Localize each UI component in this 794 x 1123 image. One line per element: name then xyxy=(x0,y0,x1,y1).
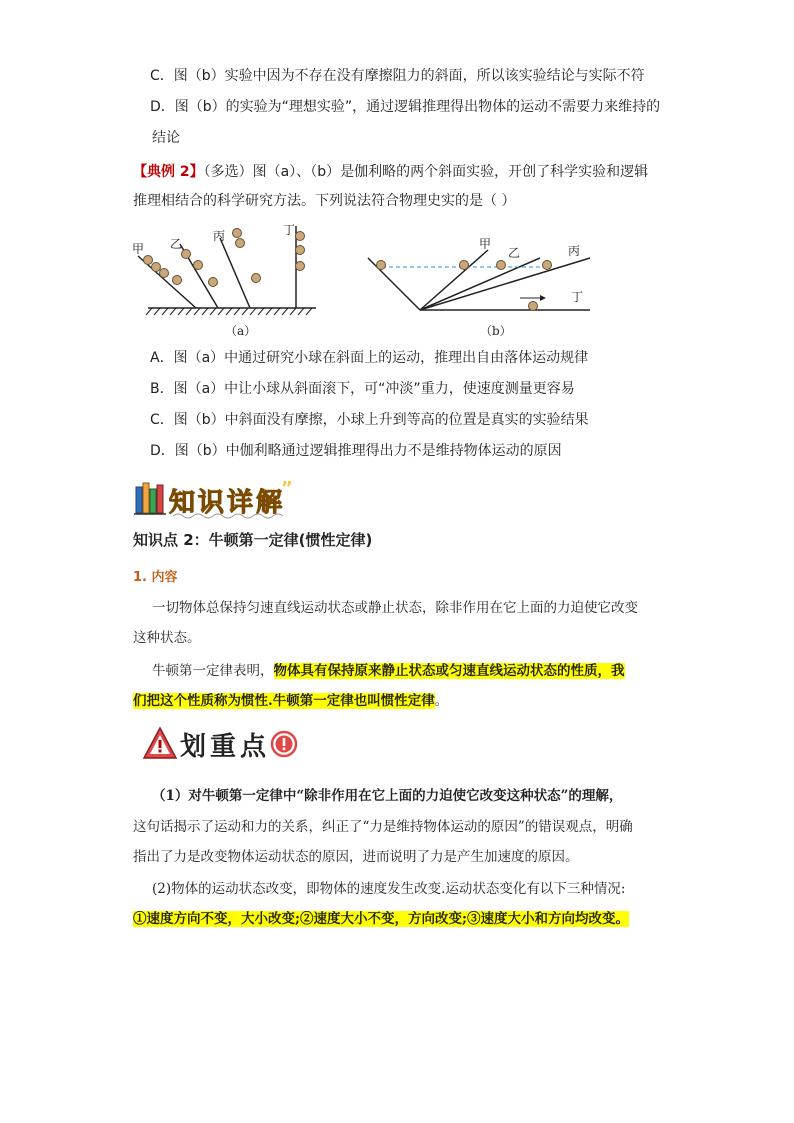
law-meaning-highlight-2: 们把这个性质称为惯性.牛顿第一定律也叫惯性定律 xyxy=(133,693,435,709)
wave-underline-icon xyxy=(173,512,283,520)
law-meaning-line1 xyxy=(152,661,625,681)
figure-a-label-ding: 丁 xyxy=(283,223,296,237)
figure-a-label-jia: 甲 xyxy=(132,242,145,256)
example2-option-d: D．图（b）中伽利略通过逻辑推理得出力不是维持物体运动的原因 xyxy=(150,443,562,459)
exclamation-circle-icon xyxy=(270,730,298,758)
example2-option-b: B．图（a）中让小球从斜面滚下，可“冲淡”重力，使速度测量更容易 xyxy=(150,381,575,397)
focus-point1-line2: 这句话揭示了运动和力的关系，纠正了“力是维持物体运动的原因”的错误观点，明确 xyxy=(133,819,633,835)
law-text-line2: 这种状态。 xyxy=(133,630,201,646)
law-meaning-line2 xyxy=(133,691,448,711)
figure-b-arrowhead xyxy=(540,295,546,301)
example2-line1 xyxy=(133,162,648,182)
books-icon xyxy=(133,481,167,515)
figure-b-label-jia: 甲 xyxy=(479,237,492,251)
figure-a-incline-bing xyxy=(220,238,250,308)
knowledge-point-title: 知识点 2：牛顿第一定律(惯性定律) xyxy=(133,531,373,549)
example2-stem-1: （多选）图（a）、（b）是伽利略的两个斜面实验，开创了科学实验和逻辑 xyxy=(203,164,649,180)
figure-a-ground-hatch xyxy=(146,308,312,315)
option-c-prev: C．图（b）实验中因为不存在没有摩擦阻力的斜面，所以该实验结论与实际不符 xyxy=(150,68,645,84)
figure-b-label-bing: 丙 xyxy=(568,244,581,258)
law-meaning-end: 。 xyxy=(434,693,449,709)
option-d-prev-line2: 结论 xyxy=(152,130,180,146)
focus-point1-line1: （1）对牛顿第一定律中“除非作用在它上面的力迫使它改变这种状态”的理解， xyxy=(152,788,623,804)
law-meaning-lead: 牛顿第一定律表明， xyxy=(152,663,274,679)
focus-point2: (2)物体的运动状态改变，即物体的速度发生改变.运动状态变化有以下三种情况: xyxy=(152,881,626,897)
figure-a-label-yi: 乙 xyxy=(170,237,183,251)
quote-icon: ” xyxy=(281,478,293,499)
warning-triangle-icon xyxy=(142,726,178,760)
example2-option-a: A．图（a）中通过研究小球在斜面上的运动，推理出自由落体运动规律 xyxy=(150,350,589,366)
figure-a-caption: （a） xyxy=(225,324,257,338)
focus-point3-highlight: ①速度方向不变，大小改变;②速度大小不变，方向改变;③速度大小和方向均改变。 xyxy=(133,911,629,927)
figure-a-label-bing: 丙 xyxy=(213,229,226,243)
law-text-line1: 一切物体总保持匀速直线运动状态或静止状态，除非作用在它上面的力迫使它改变 xyxy=(152,600,638,616)
focus-banner-title: 划重点 xyxy=(180,732,271,762)
figure-b-incline-yi xyxy=(420,258,540,310)
example2-option-c: C．图（b）中斜面没有摩擦，小球上升到等高的位置是真实的实验结果 xyxy=(150,412,589,428)
section-content-title: 1. 内容 xyxy=(133,570,178,585)
figure-b-caption: （b） xyxy=(480,324,512,338)
example2-line2: 推理相结合的科学研究方法。下列说法符合物理史实的是（ ） xyxy=(133,193,516,209)
figure-b-left-incline xyxy=(368,258,420,310)
focus-point1-line3: 指出了力是改变物体运动状态的原因，进而说明了力是产生加速度的原因。 xyxy=(133,849,579,865)
figure-b-incline-jia xyxy=(420,250,488,310)
figure-b-balls xyxy=(377,261,552,311)
focus-point3 xyxy=(133,909,629,929)
figure-b-label-ding: 丁 xyxy=(571,290,584,304)
law-meaning-highlight-1: 物体具有保持原来静止状态或匀速直线运动状态的性质，我 xyxy=(273,663,625,679)
figure-b-label-yi: 乙 xyxy=(508,246,521,260)
option-d-prev-line1: D．图（b）的实验为“理想实验”，通过逻辑推理得出物体的运动不需要力来维持的 xyxy=(150,99,661,115)
knowledge-banner-title: 知识详解 xyxy=(169,488,286,518)
example2-tag: 【典例 2】 xyxy=(133,164,204,180)
